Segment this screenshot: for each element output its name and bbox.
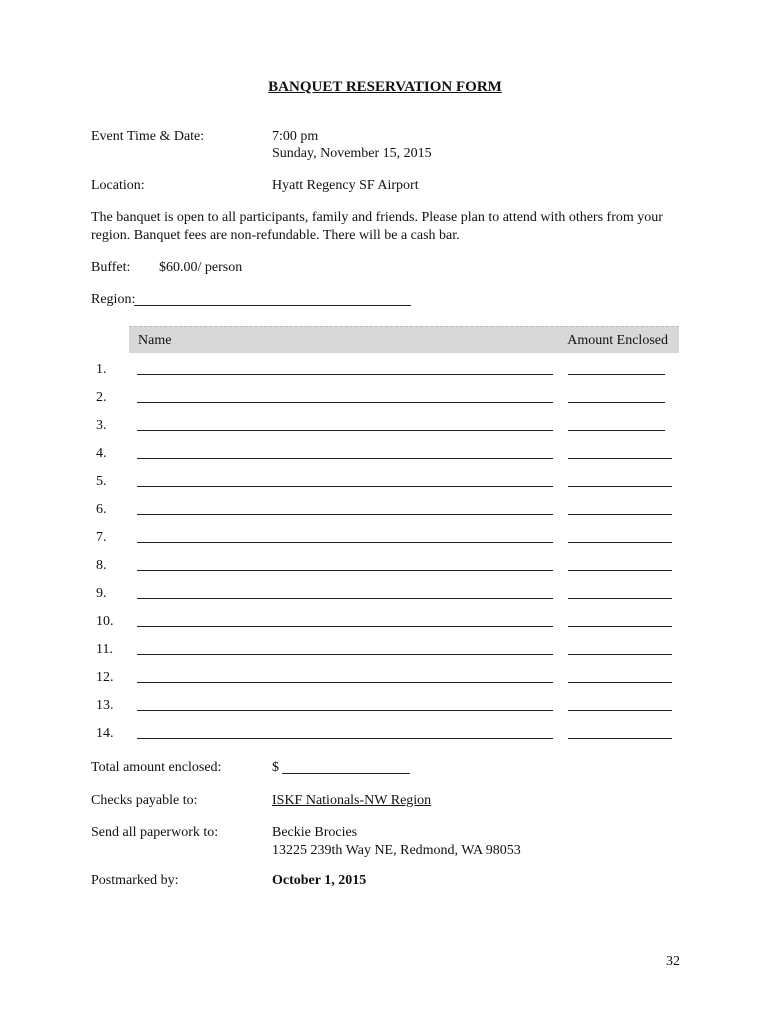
amount-field[interactable] [568,486,672,487]
region-label: Region: [91,292,136,307]
row-number: 14. [96,726,114,741]
event-date: Sunday, November 15, 2015 [272,146,432,161]
name-field[interactable] [137,682,553,683]
form-title: BANQUET RESERVATION FORM [268,79,502,95]
postmark-value: October 1, 2015 [272,873,367,888]
event-label: Event Time & Date: [91,129,205,144]
total-prefix: $ [272,760,279,775]
region-field[interactable] [134,305,411,306]
row-number: 2. [96,390,107,405]
row-number: 13. [96,698,114,713]
location-value: Hyatt Regency SF Airport [272,178,419,193]
row-number: 11. [96,642,113,657]
buffet-label: Buffet: [91,260,131,275]
name-field[interactable] [137,542,553,543]
total-field[interactable] [282,773,410,774]
buffet-value: $60.00/ person [159,260,243,275]
name-field[interactable] [137,570,553,571]
amount-field[interactable] [568,654,672,655]
row-number: 1. [96,362,107,377]
row-number: 7. [96,530,107,545]
amount-field[interactable] [568,542,672,543]
name-field[interactable] [137,430,553,431]
row-number: 10. [96,614,114,629]
amount-field[interactable] [568,430,665,431]
send-name: Beckie Brocies [272,825,358,840]
amount-field[interactable] [568,570,672,571]
name-field[interactable] [137,374,553,375]
total-label: Total amount enclosed: [91,760,222,775]
location-label: Location: [91,178,145,193]
event-time: 7:00 pm [272,129,319,144]
amount-field[interactable] [568,514,672,515]
row-number: 5. [96,474,107,489]
name-field[interactable] [137,458,553,459]
info-paragraph [91,209,691,245]
checks-label: Checks payable to: [91,793,198,808]
row-number: 3. [96,418,107,433]
paragraph-line-2: region. Banquet fees are non-refundable. There will be a cash bar. [91,228,460,243]
amount-field[interactable] [568,374,665,375]
header-name: Name [138,333,172,348]
amount-field[interactable] [568,710,672,711]
paragraph-line-1: The banquet is open to all participants, family and friends. Please plan to attend with others from your [91,210,663,225]
amount-field[interactable] [568,458,672,459]
postmark-label: Postmarked by: [91,873,179,888]
amount-field[interactable] [568,738,672,739]
row-number: 8. [96,558,107,573]
table-header [129,326,679,353]
name-field[interactable] [137,486,553,487]
row-number: 6. [96,502,107,517]
row-number: 9. [96,586,107,601]
amount-field[interactable] [568,402,665,403]
name-field[interactable] [137,710,553,711]
row-number: 12. [96,670,114,685]
name-field[interactable] [137,654,553,655]
header-amount: Amount Enclosed [567,333,668,348]
checks-value: ISKF Nationals-NW Region [272,793,432,808]
send-label: Send all paperwork to: [91,825,219,840]
name-field[interactable] [137,514,553,515]
amount-field[interactable] [568,682,672,683]
row-number: 4. [96,446,107,461]
name-field[interactable] [137,402,553,403]
name-field[interactable] [137,598,553,599]
name-field[interactable] [137,738,553,739]
amount-field[interactable] [568,626,672,627]
name-field[interactable] [137,626,553,627]
amount-field[interactable] [568,598,672,599]
send-address: 13225 239th Way NE, Redmond, WA 98053 [272,843,521,858]
page-number: 32 [666,954,680,969]
